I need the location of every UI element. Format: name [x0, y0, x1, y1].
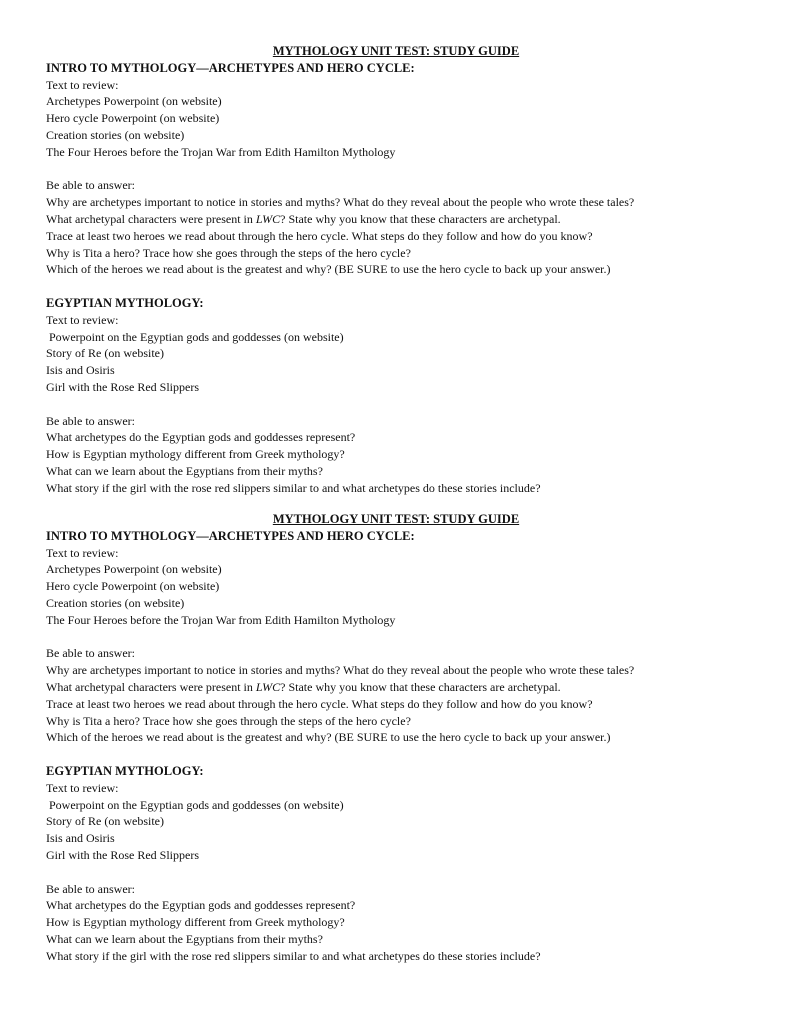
section-egyptian-mythology — [46, 763, 746, 965]
question: What archetypes do the Egyptian gods and goddesses represent? — [46, 430, 356, 445]
question: What story if the girl with the rose red slippers similar to and what archetypes do these stories include? — [46, 480, 541, 495]
answer-label: Be able to answer: — [46, 178, 135, 193]
section-heading: EGYPTIAN MYTHOLOGY: — [46, 763, 204, 778]
review-item: Archetypes Powerpoint (on website) — [46, 562, 222, 577]
answer-label: Be able to answer: — [46, 881, 135, 896]
review-label: Text to review: — [46, 312, 119, 327]
study-guide-1 — [46, 43, 746, 497]
review-label: Text to review: — [46, 77, 119, 92]
question: What archetypes do the Egyptian gods and goddesses represent? — [46, 898, 356, 913]
question — [46, 211, 746, 228]
question — [46, 679, 746, 696]
review-item: Powerpoint on the Egyptian gods and goddesses (on website) — [46, 329, 344, 344]
guide-title: MYTHOLOGY UNIT TEST: STUDY GUIDE — [272, 44, 520, 58]
question: Why is Tita a hero? Trace how she goes through the steps of the hero cycle? — [46, 245, 411, 260]
question: Why are archetypes important to notice in stories and myths? What do they reveal about the people who wrote these tales? — [46, 195, 635, 210]
question-text: ? State why you know that these characters are archetypal. — [280, 679, 561, 694]
question: Why are archetypes important to notice in stories and myths? What do they reveal about the people who wrote these tales? — [46, 663, 635, 678]
review-item: Creation stories (on website) — [46, 127, 185, 142]
review-item: Hero cycle Powerpoint (on website) — [46, 111, 220, 126]
study-guide-2 — [46, 511, 746, 965]
review-item: The Four Heroes before the Trojan War from Edith Hamilton Mythology — [46, 612, 396, 627]
review-item: Story of Re (on website) — [46, 346, 164, 361]
question: What story if the girl with the rose red slippers similar to and what archetypes do these stories include? — [46, 948, 541, 963]
review-item: Hero cycle Powerpoint (on website) — [46, 579, 220, 594]
section-intro-mythology — [46, 60, 746, 278]
book-title: LWC — [255, 679, 281, 694]
answer-label: Be able to answer: — [46, 413, 135, 428]
review-item: Girl with the Rose Red Slippers — [46, 379, 199, 394]
question: Which of the heroes we read about is the greatest and why? (BE SURE to use the hero cycle to back up your answer.) — [46, 262, 611, 277]
question-text: What archetypal characters were present in — [46, 679, 256, 694]
question-text: What archetypal characters were present in — [46, 211, 256, 226]
question: How is Egyptian mythology different from Greek mythology? — [46, 447, 345, 462]
review-item: Isis and Osiris — [46, 831, 115, 846]
question: What can we learn about the Egyptians from their myths? — [46, 931, 323, 946]
section-heading: EGYPTIAN MYTHOLOGY: — [46, 295, 204, 310]
book-title: LWC — [255, 211, 281, 226]
review-item: Girl with the Rose Red Slippers — [46, 847, 199, 862]
section-heading: INTRO TO MYTHOLOGY—ARCHETYPES AND HERO CYCLE: — [46, 528, 415, 543]
answer-label: Be able to answer: — [46, 646, 135, 661]
question: Which of the heroes we read about is the greatest and why? (BE SURE to use the hero cycle to back up your answer.) — [46, 730, 611, 745]
question: What can we learn about the Egyptians from their myths? — [46, 463, 323, 478]
review-item: Isis and Osiris — [46, 363, 115, 378]
question: Trace at least two heroes we read about through the hero cycle. What steps do they follow and how do you know? — [46, 696, 593, 711]
review-item: Powerpoint on the Egyptian gods and goddesses (on website) — [46, 797, 344, 812]
question: Why is Tita a hero? Trace how she goes through the steps of the hero cycle? — [46, 713, 411, 728]
review-item: Creation stories (on website) — [46, 595, 185, 610]
guide-title: MYTHOLOGY UNIT TEST: STUDY GUIDE — [272, 512, 520, 526]
review-item: Story of Re (on website) — [46, 814, 164, 829]
question: How is Egyptian mythology different from Greek mythology? — [46, 915, 345, 930]
review-item: The Four Heroes before the Trojan War from Edith Hamilton Mythology — [46, 144, 396, 159]
section-heading: INTRO TO MYTHOLOGY—ARCHETYPES AND HERO CYCLE: — [46, 60, 415, 75]
question: Trace at least two heroes we read about through the hero cycle. What steps do they follow and how do you know? — [46, 228, 593, 243]
review-item: Archetypes Powerpoint (on website) — [46, 94, 222, 109]
section-egyptian-mythology — [46, 295, 746, 497]
review-label: Text to review: — [46, 545, 119, 560]
section-intro-mythology — [46, 528, 746, 746]
question-text: ? State why you know that these characters are archetypal. — [280, 211, 561, 226]
review-label: Text to review: — [46, 780, 119, 795]
